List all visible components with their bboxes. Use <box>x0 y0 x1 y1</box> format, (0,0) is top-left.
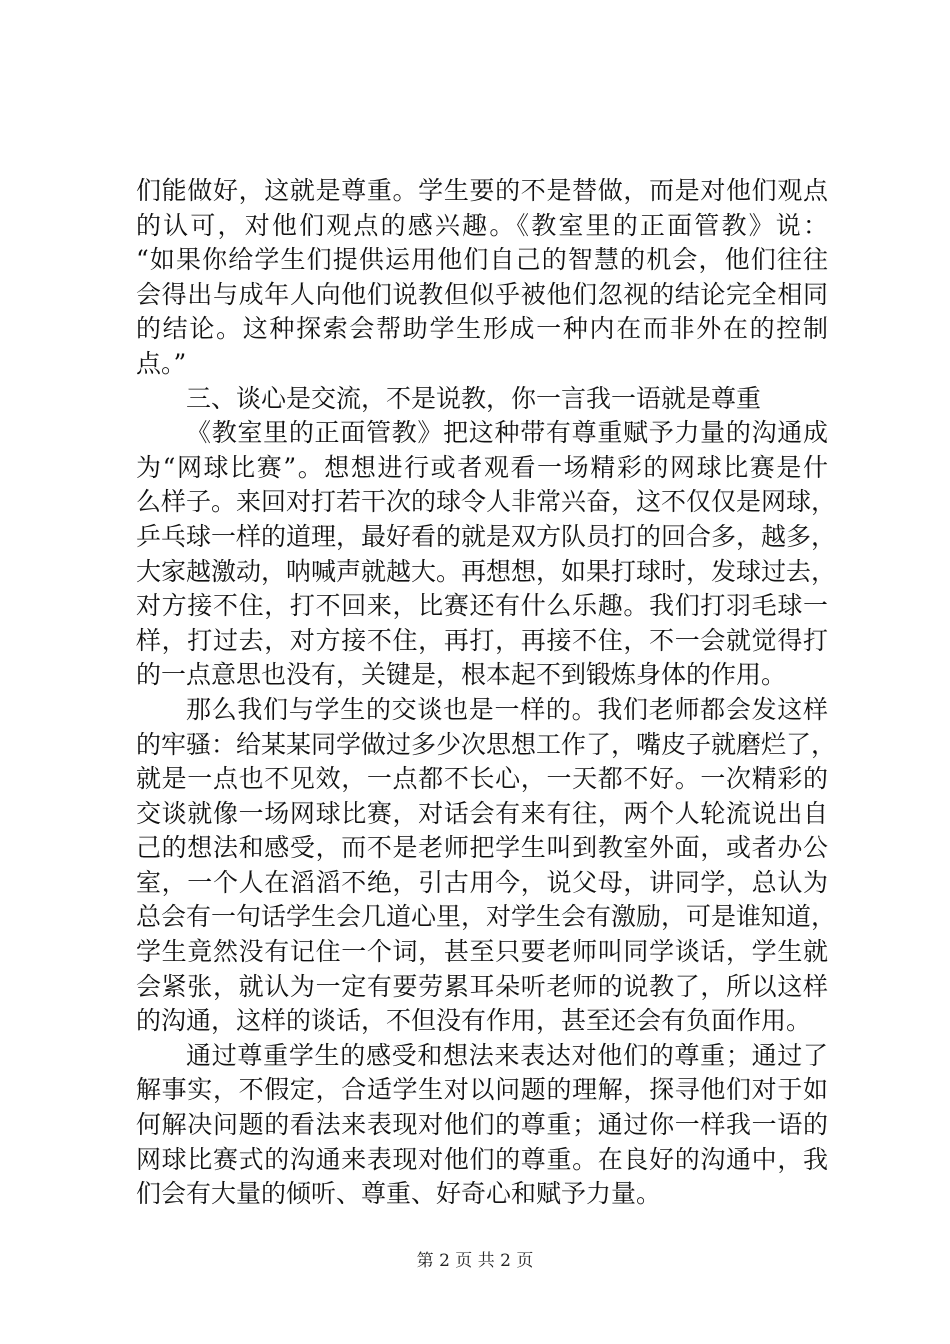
paragraph <box>136 416 837 693</box>
text-line: 的牢骚：给某某同学做过多少次思想工作了，嘴皮子就磨烂了， <box>136 729 837 759</box>
text-line: 通过尊重学生的感受和想法来表达对他们的尊重；通过了 <box>186 1040 828 1070</box>
text-line: 解事实，不假定，合适学生对以问题的理解，探寻他们对于如 <box>136 1075 828 1105</box>
text-line: 么样子。来回对打若干次的球令人非常兴奋，这不仅仅是网球， <box>136 487 837 517</box>
text-line: 三、谈心是交流，不是说教，你一言我一语就是尊重 <box>186 383 762 413</box>
text-line: 那么我们与学生的交谈也是一样的。我们老师都会发这样 <box>186 694 828 724</box>
page-footer: 第 2 页 共 2 页 <box>416 1251 534 1271</box>
text-line: 室，一个人在滔滔不绝，引古用今，说父母，讲同学，总认为 <box>136 867 828 897</box>
text-line: 会得出与成年人向他们说教但似乎被他们忽视的结论完全相同 <box>136 279 828 309</box>
paragraph <box>136 174 828 382</box>
paragraph <box>136 1039 828 1212</box>
paragraph <box>136 693 837 1039</box>
text-line: 样，打过去，对方接不住，再打，再接不住，不一会就觉得打 <box>136 625 828 655</box>
text-line: 们会有大量的倾听、尊重、好奇心和赋予力量。 <box>136 1179 662 1209</box>
text-line: 大家越激动，呐喊声就越大。再想想，如果打球时，发球过去， <box>136 556 837 586</box>
text-line: 对方接不住，打不回来，比赛还有什么乐趣。我们打羽毛球一 <box>136 591 828 621</box>
paragraph <box>136 382 828 417</box>
text-line: 点。” <box>136 348 187 378</box>
text-line: 就是一点也不见效，一点都不长心，一天都不好。一次精彩的 <box>136 764 828 794</box>
text-line: 的认可，对他们观点的感兴趣。《教室里的正面管教》说： <box>136 210 828 240</box>
text-line: 会紧张，就认为一定有要劳累耳朵听老师的说教了，所以这样 <box>136 971 828 1001</box>
text-line: 学生竟然没有记住一个词，甚至只要老师叫同学谈话，学生就 <box>136 937 828 967</box>
document-body <box>136 174 837 1212</box>
text-line: 的一点意思也没有，关键是，根本起不到锻炼身体的作用。 <box>136 660 787 690</box>
text-line: 乒乓球一样的道理，最好看的就是双方队员打的回合多，越多， <box>136 521 837 551</box>
text-line: “如果你给学生们提供运用他们自己的智慧的机会，他们往往 <box>136 245 828 275</box>
text-line: 《教室里的正面管教》把这种带有尊重赋予力量的沟通成 <box>186 418 828 448</box>
text-line: 们能做好，这就是尊重。学生要的不是替做，而是对他们观点 <box>136 176 828 205</box>
text-line: 何解决问题的看法来表现对他们的尊重；通过你一样我一语的 <box>136 1110 828 1140</box>
text-line: 交谈就像一场网球比赛，对话会有来有往，两个人轮流说出自 <box>136 798 828 828</box>
text-line: 网球比赛式的沟通来表现对他们的尊重。在良好的沟通中，我 <box>136 1144 828 1174</box>
text-line: 己的想法和感受，而不是老师把学生叫到教室外面，或者办公 <box>136 833 828 863</box>
text-line: 的沟通，这样的谈话，不但没有作用，甚至还会有负面作用。 <box>136 1006 812 1036</box>
text-line: 的结论。这种探索会帮助学生形成一种内在而非外在的控制 <box>136 314 828 344</box>
text-line: 总会有一句话学生会几道心里，对学生会有激励，可是谁知道， <box>136 902 837 932</box>
text-line: 为“网球比赛”。想想进行或者观看一场精彩的网球比赛是什 <box>136 452 828 482</box>
